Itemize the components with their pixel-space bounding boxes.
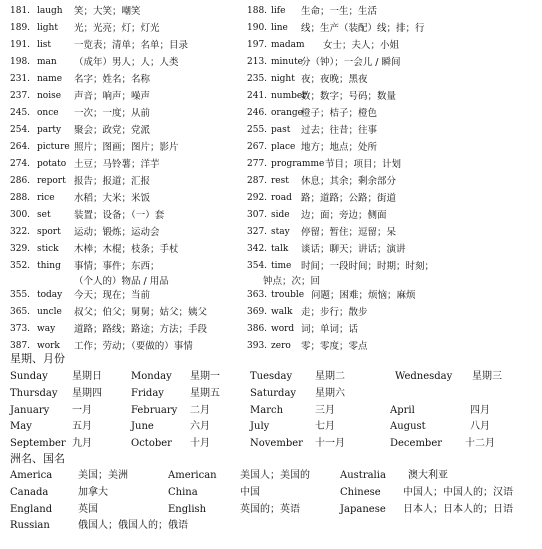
entry-word: madam	[271, 40, 305, 50]
vocab-entry	[247, 71, 537, 88]
entry-word: talk	[271, 244, 289, 254]
country-term-en: Australia	[340, 470, 386, 481]
entry-word: set	[37, 210, 51, 220]
entry-number: 191.	[10, 40, 31, 50]
entry-number: 190.	[247, 23, 268, 33]
entry-number: 322.	[10, 227, 31, 237]
vocab-entry	[247, 88, 537, 105]
entry-meaning: 边；面；旁边；侧面	[301, 210, 387, 221]
entry-number: 287.	[247, 176, 268, 186]
entry-number: 231.	[10, 74, 31, 84]
entry-word: report	[37, 176, 66, 186]
calendar-row	[0, 436, 542, 452]
entry-word: place	[271, 142, 296, 152]
entry-word: life	[271, 6, 286, 16]
country-term-zh: 日本人；日本人的；日语	[403, 504, 513, 515]
entry-word: once	[37, 108, 59, 118]
calendar-term-en: April	[390, 405, 415, 416]
entry-meaning: 词；单词；话	[301, 324, 359, 335]
calendar-term-zh: 星期四	[72, 388, 102, 399]
country-term-zh: 美国人；美国的	[240, 470, 310, 481]
country-term-zh: 中国	[240, 487, 260, 498]
entry-word: sport	[37, 227, 61, 237]
calendar-term-zh: 星期六	[315, 388, 345, 399]
entry-number: 254.	[10, 125, 31, 135]
entry-word: number	[271, 91, 307, 101]
entry-number: 387.	[10, 341, 31, 351]
entry-number: 329.	[10, 244, 31, 254]
entry-number: 386.	[247, 324, 268, 334]
entry-word: work	[37, 341, 60, 351]
entry-word: minute	[271, 57, 303, 67]
calendar-term-en: June	[131, 421, 154, 432]
calendar-term-en: October	[131, 438, 172, 449]
country-row	[0, 518, 542, 534]
entry-meaning: 声音；响声；噪声	[74, 91, 151, 102]
calendar-term-en: Friday	[131, 388, 164, 399]
entry-word: programme	[271, 159, 325, 169]
entry-number: 286.	[10, 176, 31, 186]
calendar-term-en: Tuesday	[250, 371, 293, 382]
entry-word: night	[271, 74, 295, 84]
calendar-term-en: Monday	[131, 371, 172, 382]
vocab-entry	[247, 304, 537, 321]
country-term-zh: 俄国人；俄国人的；俄语	[78, 520, 188, 531]
country-term-en: Chinese	[340, 487, 381, 498]
vocab-entry	[247, 241, 537, 258]
entry-meaning: 报告；报道；汇报	[74, 176, 151, 187]
country-row	[0, 468, 542, 484]
vocab-entry	[247, 321, 537, 338]
entry-word: light	[37, 23, 58, 33]
weekdays-months-heading: 星期、月份	[10, 352, 65, 365]
entry-number: 197.	[247, 40, 268, 50]
entry-number: 363.	[247, 290, 268, 300]
entry-number: 235.	[247, 74, 268, 84]
vocab-entry	[247, 190, 537, 207]
entry-number: 288.	[10, 193, 31, 203]
entry-number: 255.	[247, 125, 268, 135]
entry-meaning: 问题；困难；烦恼；麻烦	[311, 290, 416, 301]
entry-meaning: 光；光亮；灯；灯光	[74, 23, 160, 34]
calendar-term-en: December	[390, 438, 443, 449]
calendar-term-en: March	[250, 405, 284, 416]
calendar-term-en: Sunday	[10, 371, 48, 382]
vocab-entry	[247, 54, 537, 71]
country-row	[0, 502, 542, 518]
vocab-entry	[247, 122, 537, 139]
entry-number: 188.	[247, 6, 268, 16]
country-term-zh: 中国人；中国人的；汉语	[403, 487, 513, 498]
calendar-term-en: May	[10, 421, 32, 432]
entry-word: orange	[271, 108, 303, 118]
entry-meaning: 走；步行；散步	[301, 307, 368, 318]
entry-meaning: 今天；现在；当前	[74, 290, 151, 301]
country-term-zh: 澳大利亚	[408, 470, 448, 481]
vocab-entry	[247, 207, 537, 224]
entry-meaning: 休息；其余；剩余部分	[301, 176, 397, 187]
calendar-term-en: August	[390, 421, 426, 432]
calendar-term-en: February	[131, 405, 178, 416]
vocab-entry	[247, 3, 537, 20]
entry-word: past	[271, 125, 291, 135]
country-term-zh: 加拿大	[78, 487, 108, 498]
entry-word: zero	[271, 341, 291, 351]
entry-number: 307.	[247, 210, 268, 220]
entry-word: rice	[37, 193, 55, 203]
entry-meaning: 照片；图画；图片；影片	[74, 142, 179, 153]
entry-word: noise	[37, 91, 62, 101]
vocab-entry	[247, 156, 537, 173]
entry-meaning: （个人的）物品 / 用品	[74, 276, 169, 287]
entry-meaning: 笑；大笑；嘲笑	[74, 6, 141, 17]
entry-word: picture	[37, 142, 70, 152]
entry-meaning: 零；零度；零点	[301, 341, 368, 352]
calendar-row	[0, 419, 542, 435]
entry-number: 198.	[10, 57, 31, 67]
entry-number: 245.	[10, 108, 31, 118]
calendar-term-zh: 星期五	[190, 388, 220, 399]
entry-number: 373.	[10, 324, 31, 334]
country-term-zh: 英国	[78, 504, 98, 515]
vocab-entry	[247, 173, 537, 190]
entry-word: list	[37, 40, 51, 50]
entry-meaning: 运动；锻炼；运动会	[74, 227, 160, 238]
calendar-row	[0, 369, 542, 385]
entry-meaning: 路；道路；公路；街道	[301, 193, 397, 204]
calendar-term-zh: 星期日	[72, 371, 102, 382]
calendar-term-zh: 一月	[72, 405, 92, 416]
entry-word: man	[37, 57, 57, 67]
entry-word: walk	[271, 307, 293, 317]
country-term-zh: 美国；美洲	[78, 470, 128, 481]
entry-number: 213.	[247, 57, 268, 67]
calendar-term-en: January	[10, 405, 50, 416]
entry-number: 189.	[10, 23, 31, 33]
entry-word: laugh	[37, 6, 63, 16]
entry-word: stay	[271, 227, 290, 237]
entry-meaning: 事情；事件；东西；	[74, 261, 160, 272]
entry-number: 342.	[247, 244, 268, 254]
entry-number: 237.	[10, 91, 31, 101]
country-term-en: England	[10, 504, 53, 515]
country-term-en: Canada	[10, 487, 49, 498]
entry-meaning: 钟点；次；回	[263, 276, 321, 287]
entry-meaning: 地方；地点；处所	[301, 142, 378, 153]
calendar-term-zh: 十月	[190, 438, 210, 449]
calendar-term-zh: 二月	[190, 405, 210, 416]
entry-meaning: 叔父；伯父；舅舅；姑父；姨父	[74, 307, 208, 318]
country-term-en: Japanese	[340, 504, 386, 515]
entry-meaning: 数；数字；号码；数量	[301, 91, 397, 102]
entry-word: trouble	[271, 290, 305, 300]
entry-meaning: 工作；劳动；（要做的）事情	[74, 341, 193, 352]
calendar-row	[0, 386, 542, 402]
vocab-entry	[247, 287, 537, 304]
entry-word: word	[271, 324, 295, 334]
entry-word: uncle	[37, 307, 62, 317]
calendar-term-zh: 十二月	[465, 438, 495, 449]
vocab-entry	[247, 37, 537, 54]
entry-meaning: 水稻；大米；米饭	[74, 193, 151, 204]
entry-meaning: 一览表；清单；名单；目录	[74, 40, 189, 51]
calendar-term-zh: 星期二	[315, 371, 345, 382]
vocab-entry	[247, 139, 537, 156]
entry-word: name	[37, 74, 63, 84]
entry-number: 355.	[10, 290, 31, 300]
entry-word: rest	[271, 176, 289, 186]
country-row	[0, 485, 542, 501]
country-term-en: China	[168, 487, 198, 498]
entry-meaning: 谈话；聊天；讲话；演讲	[301, 244, 406, 255]
entry-number: 277.	[247, 159, 268, 169]
entry-word: party	[37, 125, 62, 135]
entry-number: 300.	[10, 210, 31, 220]
entry-number: 264.	[10, 142, 31, 152]
entry-meaning: 生命；一生；生活	[301, 6, 378, 17]
entry-meaning: 土豆；马铃薯；洋芋	[74, 159, 160, 170]
entry-word: time	[271, 261, 292, 271]
calendar-term-zh: 十一月	[315, 438, 345, 449]
calendar-term-en: July	[250, 421, 270, 432]
entry-meaning: 节目；项目；计划	[325, 159, 402, 170]
entry-number: 327.	[247, 227, 268, 237]
entry-number: 292.	[247, 193, 268, 203]
calendar-term-zh: 九月	[72, 438, 92, 449]
calendar-term-zh: 星期三	[472, 371, 502, 382]
entry-word: line	[271, 23, 288, 33]
entry-number: 393.	[247, 341, 268, 351]
country-term-en: America	[10, 470, 53, 481]
entry-word: side	[271, 210, 290, 220]
country-term-zh: 英国的；英语	[240, 504, 300, 515]
countries-heading: 洲名、国名	[10, 452, 65, 465]
vocab-entry	[247, 224, 537, 241]
vocab-entry	[247, 105, 537, 122]
entry-meaning: 女士；夫人；小姐	[323, 40, 400, 51]
calendar-term-zh: 四月	[470, 405, 490, 416]
entry-number: 241.	[247, 91, 268, 101]
entry-meaning: 过去；往昔；往事	[301, 125, 378, 136]
entry-word: road	[271, 193, 292, 203]
entry-meaning: 木棒；木棍；枝条；手杖	[74, 244, 179, 255]
calendar-term-zh: 五月	[72, 421, 92, 432]
entry-word: potato	[37, 159, 67, 169]
entry-number: 246.	[247, 108, 268, 118]
entry-number: 365.	[10, 307, 31, 317]
country-term-en: English	[168, 504, 207, 515]
country-term-en: Russian	[10, 520, 50, 531]
entry-word: today	[37, 290, 63, 300]
entry-number: 352.	[10, 261, 31, 271]
entry-meaning: （成年）男人；人；人类	[74, 57, 179, 68]
vocab-entry	[247, 338, 537, 355]
calendar-term-zh: 星期一	[190, 371, 220, 382]
calendar-term-en: Wednesday	[395, 371, 453, 382]
entry-meaning: 道路；路线；路途；方法；手段	[74, 324, 208, 335]
calendar-term-zh: 六月	[190, 421, 210, 432]
calendar-term-en: Saturday	[250, 388, 297, 399]
country-term-en: American	[168, 470, 217, 481]
entry-meaning: 停留；暂住；逗留；呆	[301, 227, 397, 238]
entry-meaning: 装置；设备；（一）套	[74, 210, 165, 221]
entry-number: 354.	[247, 261, 268, 271]
entry-meaning: 线；生产（装配）线；排；行	[301, 23, 425, 34]
entry-word: thing	[37, 261, 61, 271]
entry-meaning: 夜；夜晚；黑夜	[301, 74, 368, 85]
entry-meaning: 分（钟）；一会儿 / 瞬间	[301, 57, 401, 68]
calendar-term-zh: 三月	[315, 405, 335, 416]
entry-number: 274.	[10, 159, 31, 169]
entry-meaning: 聚会；政党；党派	[74, 125, 151, 136]
calendar-term-zh: 七月	[315, 421, 335, 432]
calendar-term-zh: 八月	[470, 421, 490, 432]
calendar-term-en: September	[10, 438, 66, 449]
entry-meaning: 一次；一度；从前	[74, 108, 151, 119]
entry-word: stick	[37, 244, 59, 254]
entry-meaning: 名字；姓名；名称	[74, 74, 151, 85]
vocab-entry	[247, 20, 537, 37]
calendar-term-en: November	[250, 438, 303, 449]
entry-number: 267.	[247, 142, 268, 152]
calendar-row	[0, 403, 542, 419]
entry-number: 181.	[10, 6, 31, 16]
calendar-term-en: Thursday	[10, 388, 58, 399]
entry-meaning: 时间；一段时间；时期；时刻；	[301, 261, 435, 272]
entry-number: 369.	[247, 307, 268, 317]
entry-meaning: 橙子；桔子；橙色	[301, 108, 378, 119]
entry-word: way	[37, 324, 56, 334]
